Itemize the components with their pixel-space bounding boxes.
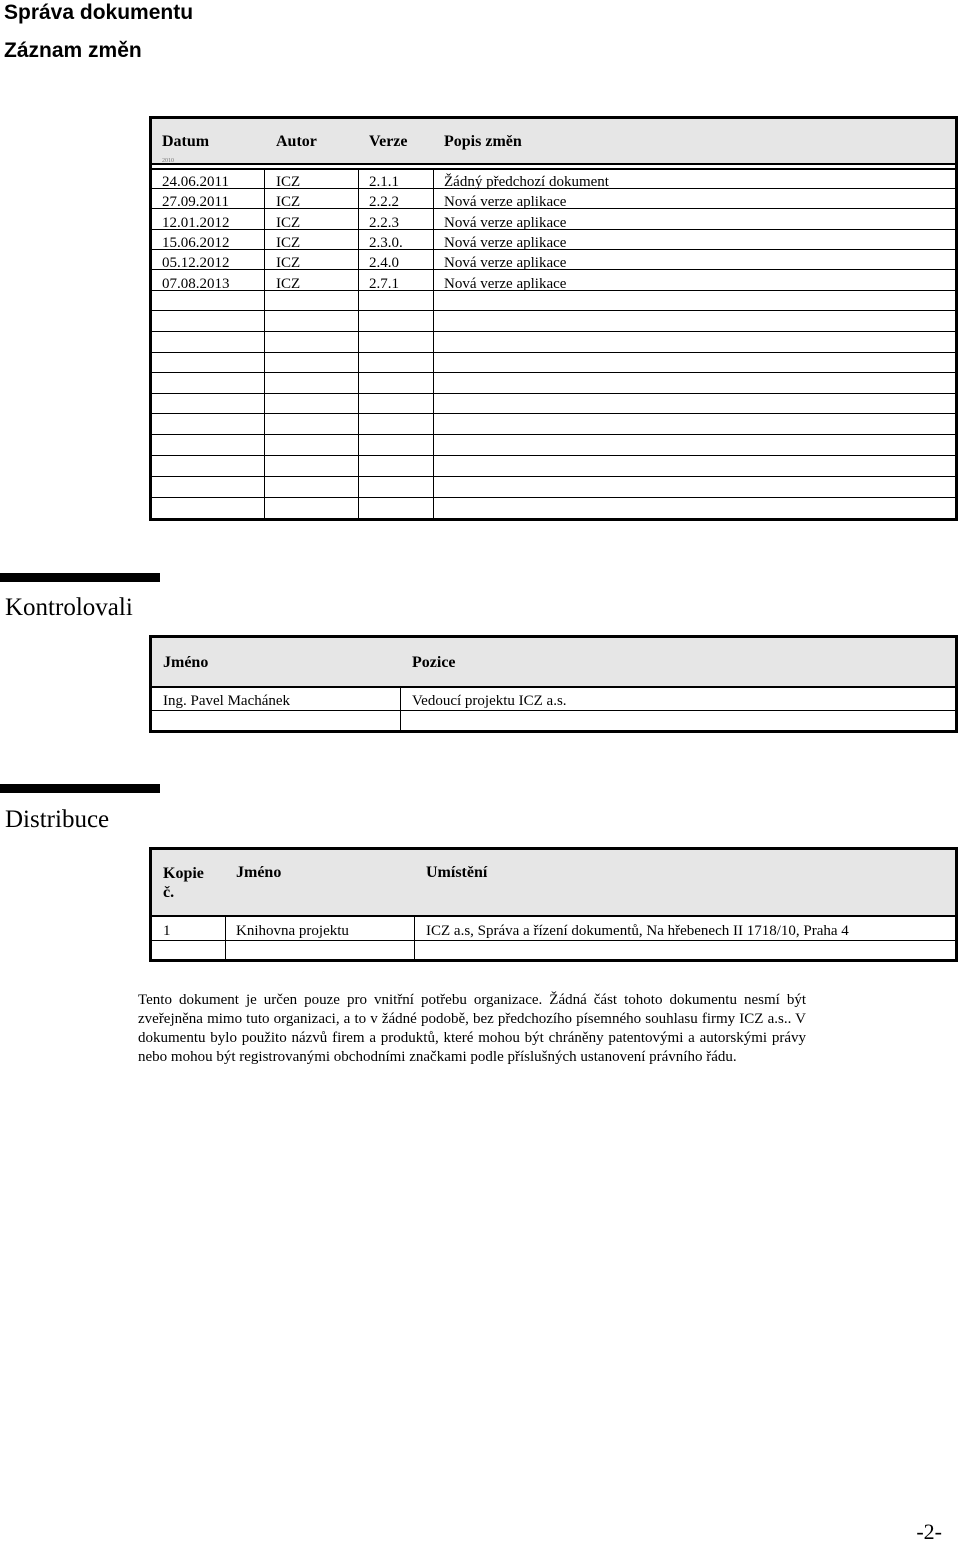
change-log-table bbox=[149, 116, 958, 521]
row1-date: 24.06.2011 bbox=[162, 174, 229, 190]
reviewers-header-row bbox=[152, 638, 955, 688]
reviewer-name: Ing. Pavel Machánek bbox=[163, 693, 291, 709]
header-version: Verze bbox=[369, 133, 408, 150]
row5-version: 2.4.0 bbox=[369, 255, 399, 271]
section-heading-distribuce: Distribuce bbox=[5, 806, 110, 833]
reviewers-header-position: Pozice bbox=[412, 654, 456, 671]
row5-description: Nová verze aplikace bbox=[444, 255, 567, 271]
row6-date: 07.08.2013 bbox=[162, 276, 230, 292]
section-rule-distribuce bbox=[0, 784, 160, 793]
row4-date: 15.06.2012 bbox=[162, 235, 230, 251]
page-number: -2- bbox=[916, 1519, 942, 1544]
section-rule-kontrolovali bbox=[0, 573, 160, 582]
row2-date: 27.09.2011 bbox=[162, 194, 229, 210]
faint-label: 2010 bbox=[162, 158, 174, 164]
distribution-name: Knihovna projektu bbox=[236, 923, 349, 939]
distribution-header-copy-line2: č. bbox=[163, 884, 175, 901]
confidentiality-notice: Tento dokument je určen pouze pro vnitřní potřebu organizace. Žádná část tohoto dokumentu nesmí být zveřejněna mimo tuto organizaci, a to v žádné podobě, bez předchozího písemného souhlasu firmy ICZ a.s.. V dokumentu bylo použito názvů firem a produktů, které mohou být chráněny patentovými a autorskými právy nebo mohou být registrovanými obchodními značkami podle příslušných ustanovení právního řádu. bbox=[138, 992, 806, 1065]
distribution-table bbox=[149, 847, 958, 962]
row5-author: ICZ bbox=[276, 255, 301, 271]
row6-author: ICZ bbox=[276, 276, 301, 292]
distribution-location: ICZ a.s, Správa a řízení dokumentů, Na hřebenech II 1718/10, Praha 4 bbox=[426, 923, 849, 939]
row1-author: ICZ bbox=[276, 174, 301, 190]
reviewers-table bbox=[149, 635, 958, 733]
row2-author: ICZ bbox=[276, 194, 301, 210]
row3-version: 2.2.3 bbox=[369, 215, 399, 231]
row6-description: Nová verze aplikace bbox=[444, 276, 567, 292]
reviewer-position: Vedoucí projektu ICZ a.s. bbox=[412, 693, 567, 709]
row2-description: Nová verze aplikace bbox=[444, 194, 567, 210]
page-title: Správa dokumentu bbox=[4, 1, 194, 24]
change-log-header-row bbox=[152, 119, 955, 165]
row1-description: Žádný předchozí dokument bbox=[444, 174, 609, 190]
row5-date: 05.12.2012 bbox=[162, 255, 230, 271]
row1-version: 2.1.1 bbox=[369, 174, 399, 190]
distribution-header-row bbox=[152, 850, 955, 917]
section-heading-kontrolovali: Kontrolovali bbox=[5, 594, 133, 621]
reviewers-header-name: Jméno bbox=[163, 654, 209, 671]
change-log-body bbox=[152, 168, 955, 518]
distribution-header-name: Jméno bbox=[236, 864, 282, 881]
header-date: Datum bbox=[162, 133, 210, 150]
distribution-header-location: Umístění bbox=[426, 864, 488, 881]
row6-version: 2.7.1 bbox=[369, 276, 399, 292]
row3-author: ICZ bbox=[276, 215, 301, 231]
row3-description: Nová verze aplikace bbox=[444, 215, 567, 231]
row4-version: 2.3.0. bbox=[369, 235, 403, 251]
header-description: Popis změn bbox=[444, 133, 522, 150]
distribution-header-copy-line1: Kopie bbox=[163, 865, 204, 882]
distribution-header-copy bbox=[163, 864, 204, 902]
row3-date: 12.01.2012 bbox=[162, 215, 230, 231]
row4-author: ICZ bbox=[276, 235, 301, 251]
section-heading-change-log: Záznam změn bbox=[4, 39, 142, 62]
row4-description: Nová verze aplikace bbox=[444, 235, 567, 251]
distribution-copy-number: 1 bbox=[163, 923, 171, 939]
header-author: Autor bbox=[276, 133, 317, 150]
row2-version: 2.2.2 bbox=[369, 194, 399, 210]
